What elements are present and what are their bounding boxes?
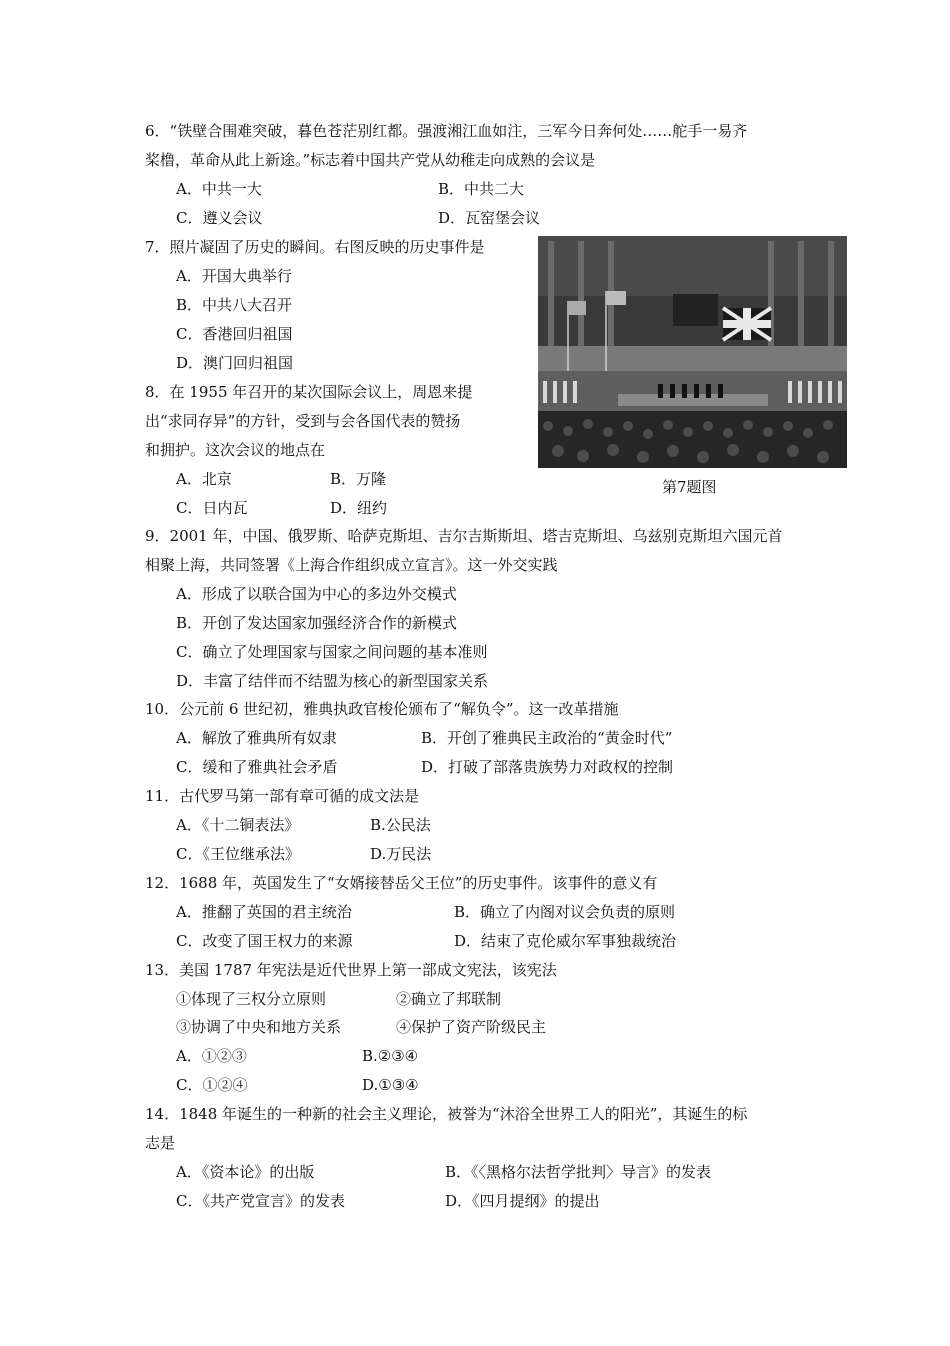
q10-option-a: A．解放了雅典所有奴隶 xyxy=(176,729,337,747)
q13-item-2: ②确立了邦联制 xyxy=(396,990,502,1008)
q8-option-d: D．纽约 xyxy=(330,499,388,517)
q13-item-3: ③协调了中央和地方关系 xyxy=(176,1018,342,1036)
q14-option-c: C．《共产党宣言》的发表 xyxy=(176,1192,345,1210)
q7-option-a: A．开国大典举行 xyxy=(176,267,292,285)
q11-option-d: D.万民法 xyxy=(370,845,432,863)
q13-stem: 13．美国 1787 年宪法是近代世界上第一部成文宪法，该宪法 xyxy=(145,961,557,979)
q14-stem-line2: 志是 xyxy=(145,1134,176,1152)
q9-option-d: D．丰富了结伴而不结盟为核心的新型国家关系 xyxy=(176,672,489,690)
q13-option-a: A．①②③ xyxy=(176,1047,247,1065)
q14-option-a: A．《资本论》的出版 xyxy=(176,1163,315,1181)
q7-option-c: C．香港回归祖国 xyxy=(176,325,293,343)
q7-option-d: D．澳门回归祖国 xyxy=(176,354,294,372)
china-flag xyxy=(673,294,718,326)
q9-option-c: C．确立了处理国家与国家之间问题的基本准则 xyxy=(176,643,488,661)
q14-option-d: D．《四月提纲》的提出 xyxy=(445,1192,600,1210)
q13-option-d: D.①③④ xyxy=(362,1076,419,1094)
q10-option-b: B．开创了雅典民主政治的“黄金时代” xyxy=(421,729,673,747)
q6-option-b: B．中共二大 xyxy=(438,180,525,198)
q12-option-d: D．结束了克伦威尔军事独裁统治 xyxy=(454,932,677,950)
british-flag xyxy=(723,308,771,340)
q12-stem: 12．1688 年，英国发生了“女婿接替岳父王位”的历史事件。该事件的意义有 xyxy=(145,874,658,892)
q12-option-c: C．改变了国王权力的来源 xyxy=(176,932,353,950)
q10-stem: 10．公元前 6 世纪初，雅典执政官梭伦颁布了“解负令”。这一改革措施 xyxy=(145,700,619,718)
q7-option-b: B．中共八大召开 xyxy=(176,296,293,314)
q9-stem-line1: 9．2001 年，中国、俄罗斯、哈萨克斯坦、吉尔吉斯斯坦、塔吉克斯坦、乌兹别克斯坦六国元首 xyxy=(145,527,783,545)
q13-item-1: ①体现了三权分立原则 xyxy=(176,990,327,1008)
q13-item-4: ④保护了资产阶级民主 xyxy=(396,1018,547,1036)
q7-stem: 7．照片凝固了历史的瞬间。右图反映的历史事件是 xyxy=(145,238,485,256)
q9-stem-line2: 相聚上海，共同签署《上海合作组织成立宣言》。这一外交实践 xyxy=(145,556,558,574)
q11-stem: 11．古代罗马第一部有章可循的成文法是 xyxy=(145,787,420,805)
q8-option-c: C．日内瓦 xyxy=(176,499,248,517)
q14-stem-line1: 14．1848 年诞生的一种新的社会主义理论，被誉为“沐浴全世界工人的阳光”，其诞生的标 xyxy=(145,1105,748,1123)
q11-option-b: B.公民法 xyxy=(370,816,431,834)
q11-option-a: A．《十二铜表法》 xyxy=(176,816,300,834)
q13-option-b: B.②③④ xyxy=(362,1047,419,1065)
q11-option-c: C．《王位继承法》 xyxy=(176,845,300,863)
q13-option-c: C．①②④ xyxy=(176,1076,248,1094)
q8-stem-line2: 出“求同存异”的方针，受到与会各国代表的赞扬 xyxy=(145,412,461,430)
q6-stem-line2: 桨橹，革命从此上新途。”标志着中国共产党从幼稚走向成熟的会议是 xyxy=(145,151,596,169)
q6-option-a: A．中共一大 xyxy=(176,180,262,198)
q7-photo-caption: 第7题图 xyxy=(662,478,717,496)
q8-stem-line1: 8．在 1955 年召开的某次国际会议上，周恩来提 xyxy=(145,383,473,401)
q9-option-b: B．开创了发达国家加强经济合作的新模式 xyxy=(176,614,458,632)
q6-option-d: D．瓦窑堡会议 xyxy=(438,209,541,227)
q8-option-b: B．万隆 xyxy=(330,470,387,488)
q7-photo xyxy=(538,236,847,468)
q10-option-c: C．缓和了雅典社会矛盾 xyxy=(176,758,338,776)
q9-option-a: A．形成了以联合国为中心的多边外交模式 xyxy=(176,585,457,603)
q12-option-a: A．推翻了英国的君主统治 xyxy=(176,903,352,921)
q12-option-b: B．确立了内阁对议会负责的原则 xyxy=(454,903,676,921)
q8-option-a: A．北京 xyxy=(176,470,232,488)
q6-option-c: C．遵义会议 xyxy=(176,209,263,227)
q6-stem-line1: 6．“铁壁合围难突破，暮色苍茫别红都。强渡湘江血如注，三军今日奔何处……舵手一易齐 xyxy=(145,122,748,140)
q10-option-d: D．打破了部落贵族势力对政权的控制 xyxy=(421,758,674,776)
q14-option-b: B．《〈黑格尔法哲学批判〉导言》的发表 xyxy=(445,1163,712,1181)
q8-stem-line3: 和拥护。这次会议的地点在 xyxy=(145,441,326,459)
